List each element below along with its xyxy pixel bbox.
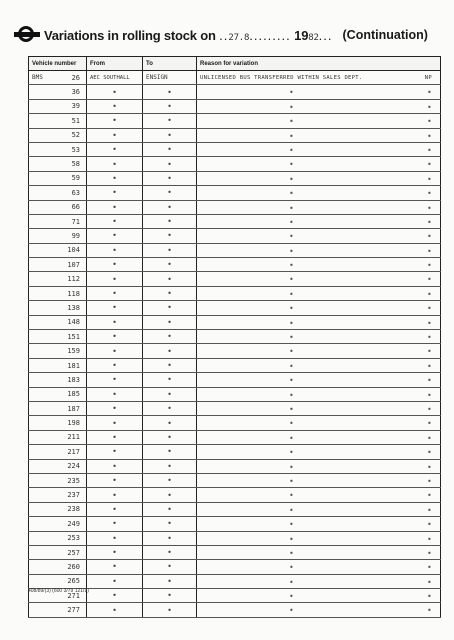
reason-ditto-marks: • • — [197, 488, 441, 502]
table-row — [29, 186, 441, 200]
reason-ditto-marks: • • — [197, 200, 441, 214]
form-code: 408/89/(3) (600 3/79 121/1) — [28, 588, 89, 594]
vehicle-number: 52 — [29, 128, 87, 142]
table-row — [29, 459, 441, 473]
reason-ditto-marks: • • — [197, 545, 441, 559]
table-row — [29, 99, 441, 113]
to-ditto-mark: • — [143, 142, 197, 156]
from-ditto-mark: • — [87, 243, 143, 257]
vehicle-number: 39 — [29, 99, 87, 113]
to-ditto-mark: • — [143, 214, 197, 228]
table-row — [29, 243, 441, 257]
to-value: ENSIGN — [143, 71, 197, 85]
reason-ditto-marks: • • — [197, 229, 441, 243]
table-row — [29, 171, 441, 185]
from-ditto-mark: • — [87, 157, 143, 171]
reason-ditto-marks: • • — [197, 99, 441, 113]
vehicle-number: 185 — [29, 387, 87, 401]
to-ditto-mark: • — [143, 560, 197, 574]
vehicle-number: 112 — [29, 272, 87, 286]
to-ditto-mark: • — [143, 545, 197, 559]
vehicle-number: 104 — [29, 243, 87, 257]
table-row — [29, 473, 441, 487]
reason-ditto-marks: • • — [197, 214, 441, 228]
from-ditto-mark: • — [87, 330, 143, 344]
table-row — [29, 344, 441, 358]
from-ditto-mark: • — [87, 171, 143, 185]
table-row — [29, 358, 441, 372]
from-ditto-mark: • — [87, 387, 143, 401]
table-row — [29, 373, 441, 387]
reason-ditto-marks: • • — [197, 401, 441, 415]
table-row — [29, 560, 441, 574]
from-ditto-mark: • — [87, 344, 143, 358]
form-header — [14, 22, 444, 48]
to-ditto-mark: • — [143, 186, 197, 200]
col-reason: Reason for variation — [197, 57, 441, 71]
from-ditto-mark: • — [87, 200, 143, 214]
rolling-stock-table — [28, 56, 441, 618]
to-ditto-mark: • — [143, 85, 197, 99]
reason-ditto-marks: • • — [197, 344, 441, 358]
table-row — [29, 330, 441, 344]
vehicle-number: 53 — [29, 142, 87, 156]
to-ditto-mark: • — [143, 157, 197, 171]
vehicle-number: 277 — [29, 603, 87, 617]
vehicle-number: 159 — [29, 344, 87, 358]
from-ditto-mark: • — [87, 99, 143, 113]
from-ditto-mark: • — [87, 430, 143, 444]
from-ditto-mark: • — [87, 214, 143, 228]
year-suffix: 82 — [308, 32, 319, 43]
vehicle-number: 260 — [29, 560, 87, 574]
to-ditto-mark: • — [143, 128, 197, 142]
reason-ditto-marks: • • — [197, 416, 441, 430]
reason-ditto-marks: • • — [197, 574, 441, 588]
reason-ditto-marks: • • — [197, 171, 441, 185]
form-title: Variations in rolling stock on ..27.8......... 1982... — [44, 27, 333, 43]
reason-value: UNLICENSED BUS TRANSFERRED WITHIN SALES DEPT. NP — [197, 71, 441, 85]
vehicle-number: 58 — [29, 157, 87, 171]
table-row — [29, 200, 441, 214]
from-ditto-mark: • — [87, 401, 143, 415]
to-ditto-mark: • — [143, 517, 197, 531]
vehicle-number: 235 — [29, 473, 87, 487]
reason-ditto-marks: • • — [197, 517, 441, 531]
to-ditto-mark: • — [143, 459, 197, 473]
vehicle-number: 249 — [29, 517, 87, 531]
reason-ditto-marks: • • — [197, 560, 441, 574]
to-ditto-mark: • — [143, 330, 197, 344]
to-ditto-mark: • — [143, 272, 197, 286]
reason-ditto-marks: • • — [197, 157, 441, 171]
from-ditto-mark: • — [87, 459, 143, 473]
to-ditto-mark: • — [143, 430, 197, 444]
to-ditto-mark: • — [143, 114, 197, 128]
from-ditto-mark: • — [87, 358, 143, 372]
vehicle-number: 224 — [29, 459, 87, 473]
reason-ditto-marks: • • — [197, 301, 441, 315]
from-ditto-mark: • — [87, 186, 143, 200]
to-ditto-mark: • — [143, 301, 197, 315]
reason-ditto-marks: • • — [197, 85, 441, 99]
to-ditto-mark: • — [143, 445, 197, 459]
vehicle-number: 71 — [29, 214, 87, 228]
table-row — [29, 488, 441, 502]
table-row — [29, 214, 441, 228]
to-ditto-mark: • — [143, 373, 197, 387]
from-ditto-mark: • — [87, 416, 143, 430]
table-header-row — [29, 57, 441, 71]
table-row — [29, 85, 441, 99]
table-row — [29, 603, 441, 617]
to-ditto-mark: • — [143, 200, 197, 214]
col-from: From — [87, 57, 143, 71]
to-ditto-mark: • — [143, 574, 197, 588]
vehicle-number: 148 — [29, 315, 87, 329]
table-row — [29, 286, 441, 300]
reason-ditto-marks: • • — [197, 243, 441, 257]
to-ditto-mark: • — [143, 358, 197, 372]
table-row — [29, 574, 441, 588]
reason-ditto-marks: • • — [197, 272, 441, 286]
col-to: To — [143, 57, 197, 71]
from-ditto-mark: • — [87, 229, 143, 243]
table-row — [29, 229, 441, 243]
reason-ditto-marks: • • — [197, 258, 441, 272]
vehicle-number: 211 — [29, 430, 87, 444]
from-ditto-mark: • — [87, 85, 143, 99]
table-row — [29, 545, 441, 559]
to-ditto-mark: • — [143, 286, 197, 300]
vehicle-number: 36 — [29, 85, 87, 99]
col-vehicle-number: Vehicle number — [29, 57, 87, 71]
vehicle-number: 51 — [29, 114, 87, 128]
from-ditto-mark: • — [87, 560, 143, 574]
to-ditto-mark: • — [143, 416, 197, 430]
reason-ditto-marks: • • — [197, 502, 441, 516]
from-ditto-mark: • — [87, 473, 143, 487]
table-row — [29, 71, 441, 85]
vehicle-number: 99 — [29, 229, 87, 243]
vehicle-number: 237 — [29, 488, 87, 502]
vehicle-number: 265 — [29, 574, 87, 588]
to-ditto-mark: • — [143, 315, 197, 329]
from-ditto-mark: • — [87, 603, 143, 617]
vehicle-number: 118 — [29, 286, 87, 300]
to-ditto-mark: • — [143, 258, 197, 272]
to-ditto-mark: • — [143, 401, 197, 415]
from-ditto-mark: • — [87, 301, 143, 315]
reason-ditto-marks: • • — [197, 430, 441, 444]
reason-ditto-marks: • • — [197, 186, 441, 200]
to-ditto-mark: • — [143, 344, 197, 358]
from-ditto-mark: • — [87, 373, 143, 387]
from-ditto-mark: • — [87, 574, 143, 588]
table-row — [29, 258, 441, 272]
vehicle-number: 187 — [29, 401, 87, 415]
reason-ditto-marks: • • — [197, 531, 441, 545]
reason-ditto-marks: • • — [197, 603, 441, 617]
from-ditto-mark: • — [87, 502, 143, 516]
table-row — [29, 517, 441, 531]
reason-ditto-marks: • • — [197, 358, 441, 372]
from-ditto-mark: • — [87, 531, 143, 545]
table-row — [29, 416, 441, 430]
table-row — [29, 502, 441, 516]
reason-ditto-marks: • • — [197, 315, 441, 329]
to-ditto-mark: • — [143, 502, 197, 516]
from-value: AEC SOUTHALL — [87, 71, 143, 85]
from-ditto-mark: • — [87, 258, 143, 272]
vehicle-number: 257 — [29, 545, 87, 559]
table-row — [29, 531, 441, 545]
table-row — [29, 401, 441, 415]
vehicle-number: 63 — [29, 186, 87, 200]
from-ditto-mark: • — [87, 545, 143, 559]
from-ditto-mark: • — [87, 128, 143, 142]
to-ditto-mark: • — [143, 387, 197, 401]
from-ditto-mark: • — [87, 517, 143, 531]
to-ditto-mark: • — [143, 171, 197, 185]
vehicle-number: 217 — [29, 445, 87, 459]
reason-ditto-marks: • • — [197, 445, 441, 459]
vehicle-number: 253 — [29, 531, 87, 545]
vehicle-number: 151 — [29, 330, 87, 344]
table-row — [29, 589, 441, 603]
vehicle-number: 107 — [29, 258, 87, 272]
vehicle-number: 198 — [29, 416, 87, 430]
year-prefix: 19 — [294, 27, 309, 43]
to-ditto-mark: • — [143, 488, 197, 502]
table-row — [29, 157, 441, 171]
to-ditto-mark: • — [143, 99, 197, 113]
date-day-month: 27.8 — [228, 32, 250, 43]
from-ditto-mark: • — [87, 488, 143, 502]
table-row — [29, 301, 441, 315]
vehicle-number: 183 — [29, 373, 87, 387]
table-row — [29, 430, 441, 444]
table-row — [29, 387, 441, 401]
from-ditto-mark: • — [87, 142, 143, 156]
from-ditto-mark: • — [87, 114, 143, 128]
reason-ditto-marks: • • — [197, 387, 441, 401]
to-ditto-mark: • — [143, 243, 197, 257]
table-row — [29, 114, 441, 128]
table-row — [29, 128, 441, 142]
from-ditto-mark: • — [87, 589, 143, 603]
vehicle-number: 271 — [29, 589, 87, 603]
to-ditto-mark: • — [143, 229, 197, 243]
roundel-logo-icon — [14, 25, 40, 45]
reason-ditto-marks: • • — [197, 142, 441, 156]
to-ditto-mark: • — [143, 603, 197, 617]
reason-ditto-marks: • • — [197, 473, 441, 487]
vehicle-number: 138 — [29, 301, 87, 315]
from-ditto-mark: • — [87, 286, 143, 300]
reason-ditto-marks: • • — [197, 286, 441, 300]
vehicle-number: 66 — [29, 200, 87, 214]
table-row — [29, 142, 441, 156]
to-ditto-mark: • — [143, 589, 197, 603]
table-row — [29, 272, 441, 286]
reason-ditto-marks: • • — [197, 589, 441, 603]
table-row — [29, 315, 441, 329]
reason-ditto-marks: • • — [197, 330, 441, 344]
from-ditto-mark: • — [87, 315, 143, 329]
reason-ditto-marks: • • — [197, 128, 441, 142]
vehicle-number: 181 — [29, 358, 87, 372]
reason-ditto-marks: • • — [197, 373, 441, 387]
reason-ditto-marks: • • — [197, 459, 441, 473]
table-row — [29, 445, 441, 459]
np-note: NP — [424, 75, 432, 81]
vehicle-number: 238 — [29, 502, 87, 516]
from-ditto-mark: • — [87, 272, 143, 286]
to-ditto-mark: • — [143, 531, 197, 545]
reason-ditto-marks: • • — [197, 114, 441, 128]
from-ditto-mark: • — [87, 445, 143, 459]
continuation-label: (Continuation) — [342, 28, 428, 42]
vehicle-number: BMS 26 — [29, 71, 87, 85]
to-ditto-mark: • — [143, 473, 197, 487]
vehicle-number: 59 — [29, 171, 87, 185]
